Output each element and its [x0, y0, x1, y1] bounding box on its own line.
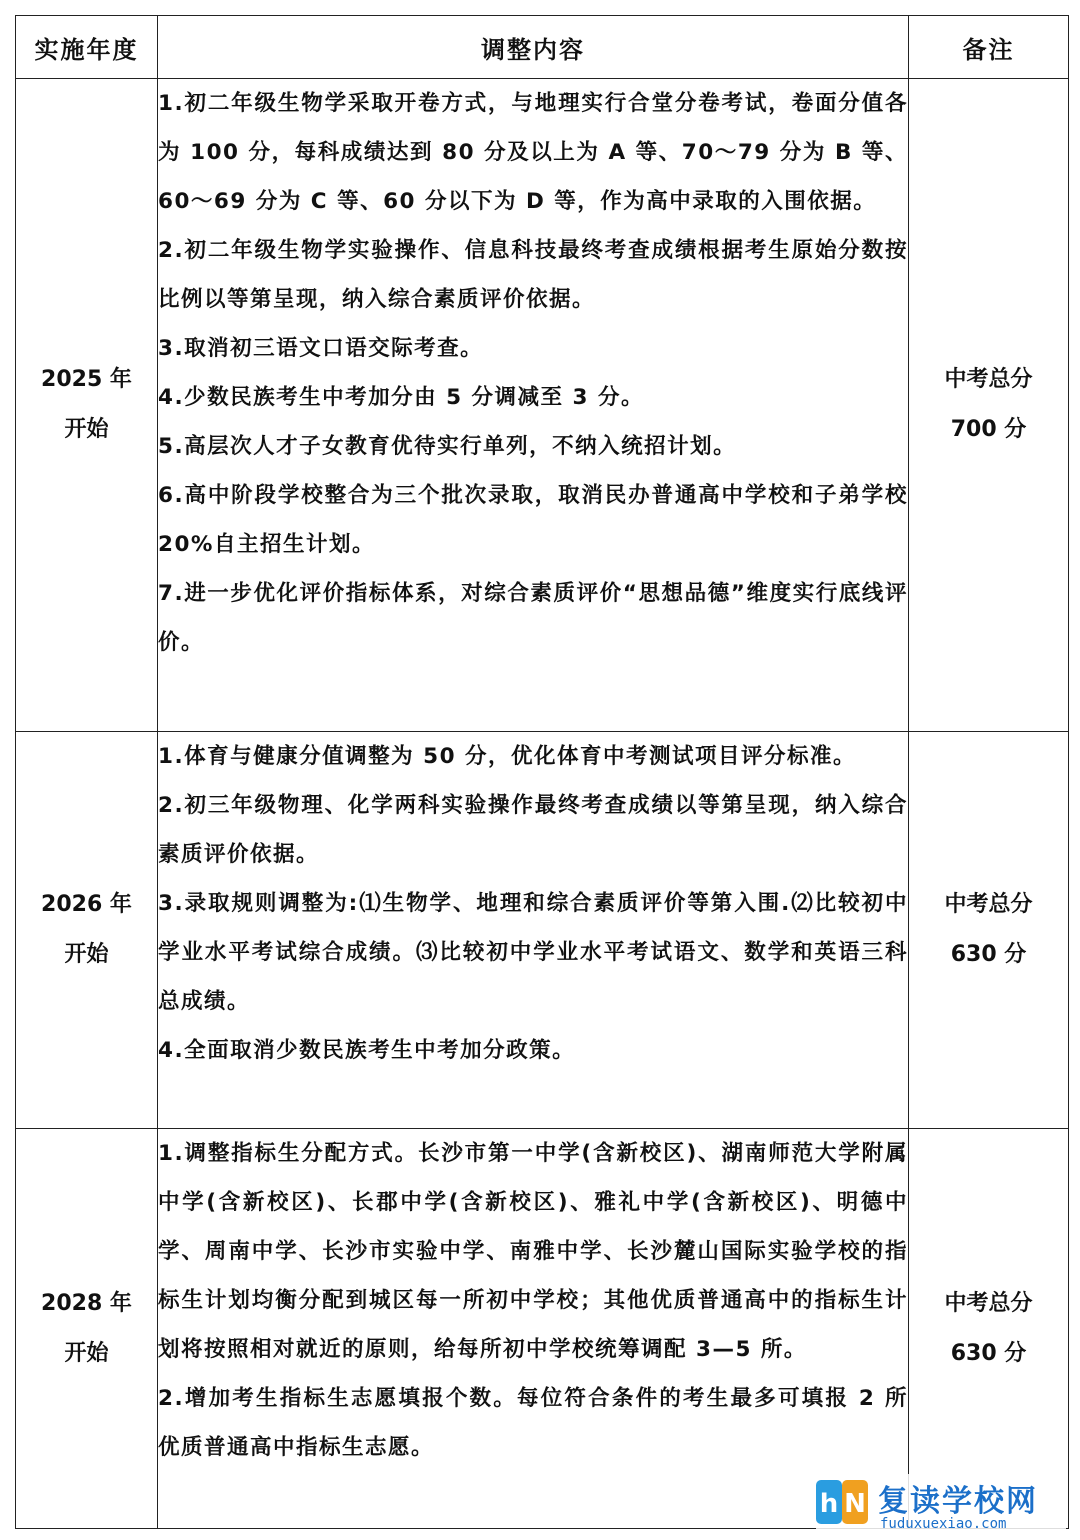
header-content: 调整内容: [158, 16, 909, 79]
table-row: [16, 79, 1069, 732]
list-item: 3.取消初三语文口语交际考查。: [158, 336, 484, 361]
svg-text:N: N: [844, 1489, 866, 1519]
note-score: 700 分: [950, 417, 1027, 442]
site-title: 复读学校网: [878, 1484, 1038, 1519]
note-label: 中考总分: [944, 892, 1033, 917]
year-cell: [16, 732, 158, 1129]
svg-text:h: h: [819, 1489, 839, 1519]
list-item: 1.调整指标生分配方式。长沙市第一中学(含新校区)、湖南师范大学附属中学(含新校区)、长郡中学(含新校区)、雅礼中学(含新校区)、明德中学、周南中学、长沙市实验中学、南雅中学、长沙麓山国际实验学校的指标生计划均衡分配到城区每一所初中学校；其他优质普通高中的指标生计划将按照相对就近的原则，给每所初中学校统筹调配 3—5 所。: [158, 1141, 908, 1362]
list-item: 2.初三年级物理、化学两科实验操作最终考查成绩以等第呈现，纳入综合素质评价依据。: [158, 793, 908, 867]
list-item: 4.少数民族考生中考加分由 5 分调减至 3 分。: [158, 385, 644, 410]
note-cell: [909, 79, 1069, 732]
note-cell: [909, 1129, 1069, 1529]
list-item: 3.录取规则调整为:⑴生物学、地理和综合素质评价等第入围.⑵比较初中学业水平考试综合成绩。⑶比较初中学业水平考试语文、数学和英语三科总成绩。: [158, 891, 908, 1014]
year-label: 2026 年: [41, 892, 132, 917]
site-watermark: [816, 1474, 1066, 1536]
note-score: 630 分: [950, 1340, 1027, 1366]
note-label: 中考总分: [944, 367, 1033, 392]
year-cell: [16, 79, 158, 732]
header-row: [16, 16, 1069, 79]
table-row: [16, 732, 1069, 1129]
table-row: [16, 1129, 1069, 1529]
content-cell: [158, 1129, 909, 1529]
list-item: 1.体育与健康分值调整为 50 分，优化体育中考测试项目评分标准。: [158, 744, 857, 769]
list-item: 6.高中阶段学校整合为三个批次录取，取消民办普通高中学校和子弟学校 20%自主招生计划。: [158, 483, 908, 557]
list-item: 2.增加考生指标生志愿填报个数。每位符合条件的考生最多可填报 2 所优质普通高中指标生志愿。: [158, 1386, 908, 1460]
list-item: 5.高层次人才子女教育优待实行单列，不纳入统招计划。: [158, 434, 737, 459]
policy-table: [15, 15, 1069, 1529]
year-cell: [16, 1129, 158, 1529]
list-item: 4.全面取消少数民族考生中考加分政策。: [158, 1038, 576, 1063]
list-item: 2.初二年级生物学实验操作、信息科技最终考查成绩根据考生原始分数按比例以等第呈现，纳入综合素质评价依据。: [158, 238, 908, 312]
header-note: 备注: [909, 16, 1069, 79]
list-item: 1.初二年级生物学采取开卷方式，与地理实行合堂分卷考试，卷面分值各为 100 分，每科成绩达到 80 分及以上为 A 等、70～79 分为 B 等、60～69 分为 C 等、60 分以下为 D 等，作为高中录取的入围依据。: [158, 91, 908, 214]
year-suffix: 开始: [64, 942, 109, 967]
year-label: 2028 年: [41, 1290, 132, 1316]
site-url: fuduxuexiao.com: [880, 1516, 1007, 1532]
site-logo-icon: [816, 1480, 868, 1524]
year-suffix: 开始: [64, 417, 109, 442]
year-label: 2025 年: [41, 367, 132, 392]
list-item: 7.进一步优化评价指标体系，对综合素质评价“思想品德”维度实行底线评价。: [158, 581, 908, 655]
note-cell: [909, 732, 1069, 1129]
header-year: 实施年度: [16, 16, 158, 79]
content-cell: [158, 732, 909, 1129]
year-suffix: 开始: [64, 1340, 109, 1366]
content-cell: [158, 79, 909, 732]
note-label: 中考总分: [944, 1290, 1033, 1316]
note-score: 630 分: [950, 942, 1027, 967]
